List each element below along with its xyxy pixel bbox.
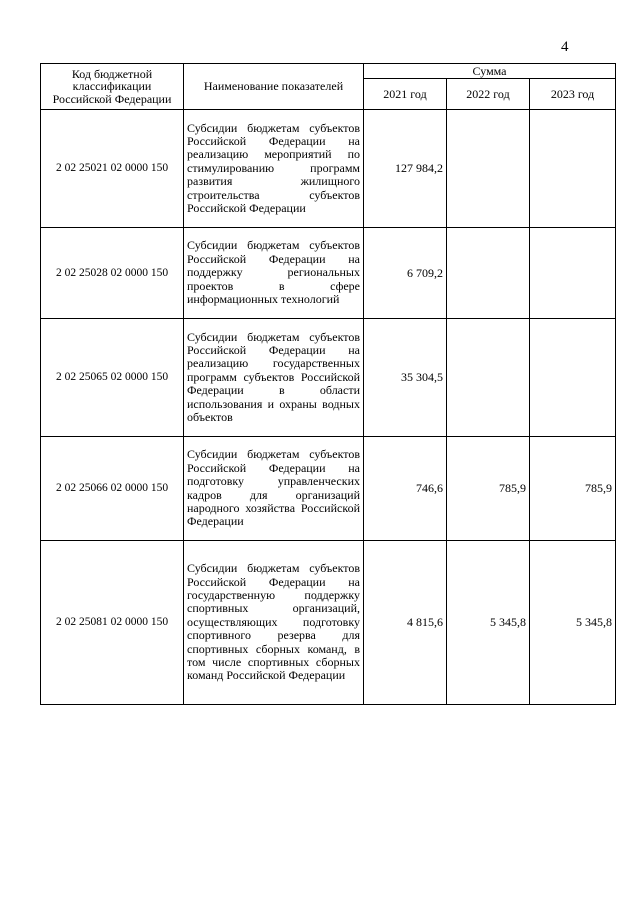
indicator-name-cell: Субсидии бюджетам субъектов Российской Федерации на реализацию мероприятий по стимулированию программ развития жилищного строительства субъектов Российской Федерации xyxy=(184,110,364,228)
sum-2022-cell xyxy=(447,110,530,228)
sum-2023-cell xyxy=(530,110,616,228)
header-name: Наименование показателей xyxy=(184,64,364,110)
sum-2022-cell: 785,9 xyxy=(447,437,530,541)
budget-code-cell: 2 02 25066 02 0000 150 xyxy=(41,437,184,541)
sum-2021-cell: 127 984,2 xyxy=(364,110,447,228)
sum-2023-cell xyxy=(530,319,616,437)
indicator-name-cell: Субсидии бюджетам субъектов Российской Федерации на поддержку региональных проектов в сфере информационных технологий xyxy=(184,228,364,319)
table-header xyxy=(41,64,616,110)
budget-code-cell: 2 02 25021 02 0000 150 xyxy=(41,110,184,228)
page-number: 4 xyxy=(561,39,569,55)
sum-2022-cell: 5 345,8 xyxy=(447,541,530,705)
table-row xyxy=(41,541,616,705)
table-row xyxy=(41,437,616,541)
sum-2021-cell: 35 304,5 xyxy=(364,319,447,437)
indicator-name-cell: Субсидии бюджетам субъектов Российской Федерации на подготовку управленческих кадров для организаций народного хозяйства Российской Федерации xyxy=(184,437,364,541)
table-row xyxy=(41,110,616,228)
sum-2022-cell xyxy=(447,228,530,319)
table-body xyxy=(41,110,616,705)
header-code: Код бюджетной классификации Российской Федерации xyxy=(41,64,184,110)
indicator-name-cell: Субсидии бюджетам субъектов Российской Федерации на государственную поддержку спортивных организаций, осуществляющих подготовку спортивного резерва для спортивных сборных команд, в том числе спортивных сборных команд Российской Федерации xyxy=(184,541,364,705)
budget-code-cell: 2 02 25065 02 0000 150 xyxy=(41,319,184,437)
sum-2021-cell: 746,6 xyxy=(364,437,447,541)
sum-2021-cell: 4 815,6 xyxy=(364,541,447,705)
table-row xyxy=(41,228,616,319)
sum-2023-cell: 5 345,8 xyxy=(530,541,616,705)
header-sum: Сумма xyxy=(364,64,616,79)
budget-table xyxy=(40,63,616,705)
indicator-name-cell: Субсидии бюджетам субъектов Российской Федерации на реализацию государственных программ субъектов Российской Федерации в области использования и охраны водных объектов xyxy=(184,319,364,437)
table-row xyxy=(41,319,616,437)
header-year-2022: 2022 год xyxy=(447,79,530,110)
header-year-2021: 2021 год xyxy=(364,79,447,110)
sum-2022-cell xyxy=(447,319,530,437)
sum-2021-cell: 6 709,2 xyxy=(364,228,447,319)
sum-2023-cell: 785,9 xyxy=(530,437,616,541)
header-year-2023: 2023 год xyxy=(530,79,616,110)
budget-code-cell: 2 02 25081 02 0000 150 xyxy=(41,541,184,705)
budget-code-cell: 2 02 25028 02 0000 150 xyxy=(41,228,184,319)
sum-2023-cell xyxy=(530,228,616,319)
